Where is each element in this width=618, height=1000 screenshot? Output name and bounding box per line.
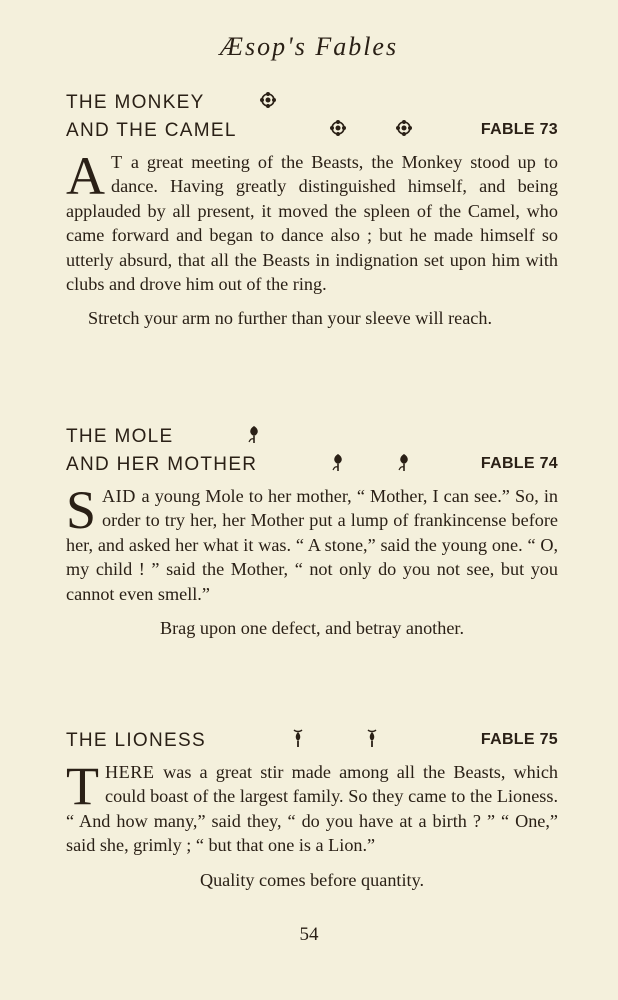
fable-text: was a great stir made among all the Beasts, which could boast of the largest family. So they came to the Lioness. “ And how many,” said they, “ do you have at a birth ? ” “ One,” said she, grimly ; “ but that one is a Lion.” (66, 762, 558, 856)
drop-cap: S (66, 480, 97, 540)
flower-ornament-icon (260, 90, 276, 110)
fable-number: FABLE 74 (480, 455, 558, 472)
flower-bud-ornament-icon (364, 728, 380, 748)
fable-moral: Brag upon one defect, and betray another. (159, 618, 465, 639)
leaf-ornament-icon (330, 452, 346, 472)
fable-title-line-1 (66, 426, 558, 454)
fable-text: a young Mole to her mother, “ Mother, I can see.” So, in order to try her, her Mother put a lump of frankincense before her, and asked her what it was. “ A stone,” said the young one. “ O, my child ! ” said the Mother, “ not only do you not see, but you cannot even smell.” (66, 486, 559, 604)
fable-title: THE MOLE (66, 426, 174, 447)
fable-body (66, 480, 559, 606)
fable-title-line-1 (66, 730, 558, 758)
fable-moral: Quality comes before quantity. (199, 869, 425, 890)
leaf-ornament-icon (396, 452, 412, 472)
leaf-ornament-icon (246, 424, 262, 444)
fable-title: AND HER MOTHER (66, 454, 258, 475)
flower-ornament-icon (330, 118, 346, 138)
fable-title-line-1 (66, 92, 558, 120)
fable-body (66, 146, 559, 296)
drop-cap: A (66, 146, 105, 206)
fable-text: a great meeting of the Beasts, the Monkey stood up to dance. Having greatly distinguished himself, and being applauded by all present, it moved the spleen of the Camel, who came forward and began to dance also ; but he made himself so utterly absurd, that all the Beasts in indignation set upon him with clubs and drove him out of the ring. (66, 152, 559, 295)
fable-title-line-2 (66, 120, 558, 148)
opening-caps: HERE (105, 762, 164, 782)
fable-73 (66, 92, 558, 331)
fable-title-line-2 (66, 454, 558, 482)
fable-75 (66, 730, 558, 892)
opening-caps: T (111, 152, 131, 172)
running-head: Æsop's Fables (219, 32, 399, 61)
flower-bud-ornament-icon (290, 728, 306, 748)
fable-74 (66, 426, 558, 640)
flower-ornament-icon (396, 118, 412, 138)
fable-title: AND THE CAMEL (66, 120, 237, 141)
fable-body (66, 756, 558, 858)
drop-cap: T (66, 756, 99, 816)
opening-caps: AID (102, 486, 142, 506)
fable-title: THE MONKEY (66, 92, 205, 113)
fable-moral: Stretch your arm no further than your sleeve will reach. (88, 308, 493, 329)
fable-title: THE LIONESS (66, 730, 206, 751)
fable-number: FABLE 73 (480, 121, 558, 138)
page-number: 54 (299, 924, 319, 945)
fable-number: FABLE 75 (480, 731, 558, 748)
